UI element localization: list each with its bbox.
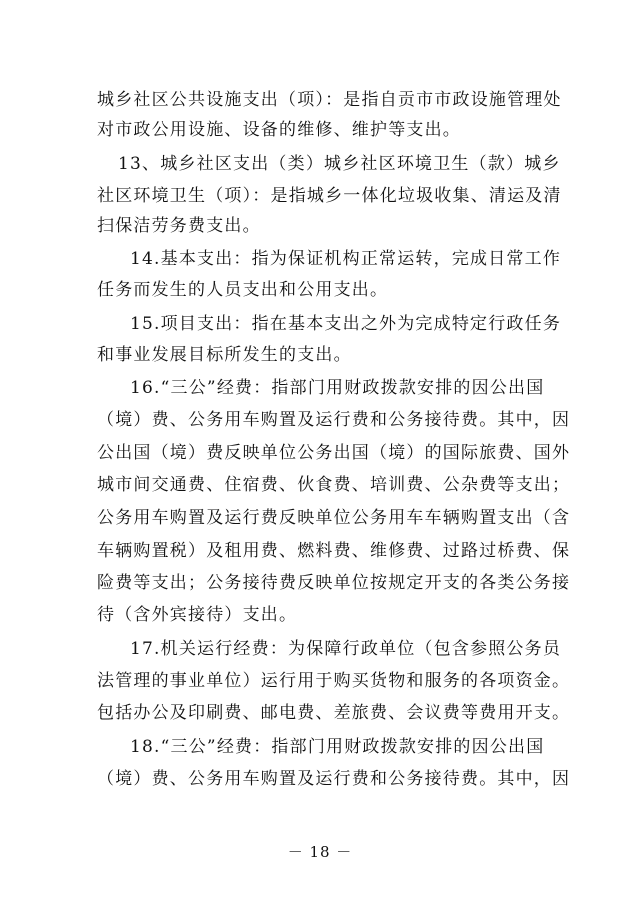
text-line: 城乡社区公共设施支出（项）：是指自贡市市政设施管理处 <box>97 90 562 110</box>
text-line: 法管理的事业单位）运行用于购买货物和服务的各项资金。 <box>97 671 571 691</box>
page-number: － 18 － <box>287 843 353 861</box>
text-line: （境）费、公务用车购置及运行费和公务接待费。其中，因 <box>97 410 571 430</box>
text-line: 对市政公用设施、设备的维修、维护等支出。 <box>97 120 461 140</box>
text-line: 16.“三公”经费：指部门用财政拨款安排的因公出国 <box>130 378 545 398</box>
text-line: 公出国（境）费反映单位公务出国（境）的国际旅费、国外 <box>97 443 571 463</box>
text-line: 公务用车购置及运行费反映单位公务用车车辆购置支出（含 <box>97 508 571 528</box>
text-line: 险费等支出；公务接待费反映单位按规定开支的各类公务接 <box>97 573 571 593</box>
text-line: 13、城乡社区支出（类）城乡社区环境卫生（款）城乡 <box>118 154 561 174</box>
text-line: 社区环境卫生（项）：是指城乡一体化垃圾收集、清运及清 <box>97 186 562 206</box>
text-line: 和事业发展目标所发生的支出。 <box>97 345 352 365</box>
text-line: 15.项目支出：指在基本支出之外为完成特定行政任务 <box>130 314 562 334</box>
text-line: 包括办公及印刷费、邮电费、差旅费、会议费等费用开支。 <box>97 703 571 723</box>
text-line: 任务而发生的人员支出和公用支出。 <box>97 280 389 300</box>
text-line: 车辆购置税）及租用费、燃料费、维修费、过路过桥费、保 <box>97 541 571 561</box>
text-line: 待（含外宾接待）支出。 <box>97 605 298 625</box>
text-line: 14.基本支出：指为保证机构正常运转，完成日常工作 <box>130 249 562 269</box>
text-line: 17.机关运行经费：为保障行政单位（包含参照公务员 <box>130 639 562 659</box>
text-line: 18.“三公”经费：指部门用财政拨款安排的因公出国 <box>130 737 545 757</box>
text-line: 城市间交通费、住宿费、伙食费、培训费、公杂费等支出； <box>97 475 571 495</box>
text-line: （境）费、公务用车购置及运行费和公务接待费。其中，因 <box>97 769 571 789</box>
text-line: 扫保洁劳务费支出。 <box>97 216 261 236</box>
